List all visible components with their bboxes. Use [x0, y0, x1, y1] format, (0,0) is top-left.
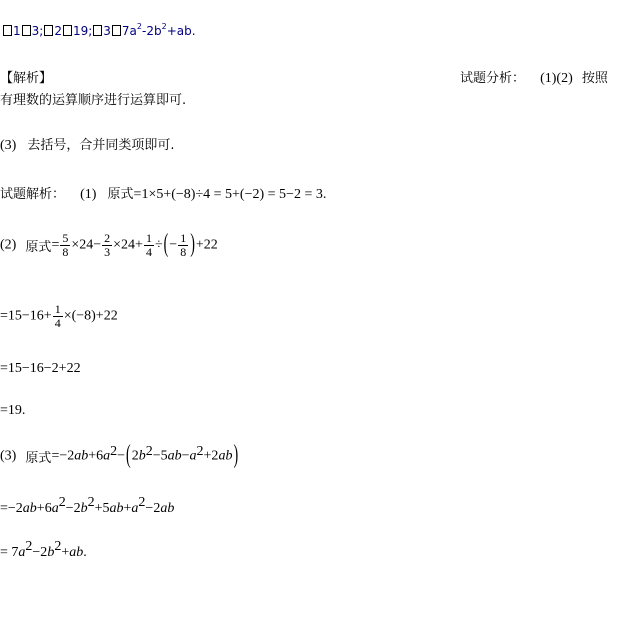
- answer-line: [2, 24, 196, 38]
- missing-glyph-box: [93, 25, 102, 36]
- s-e1: 2: [25, 539, 33, 554]
- p2-eq: =: [51, 237, 60, 253]
- missing-glyph-box: [63, 25, 72, 36]
- r-f: +: [123, 501, 132, 516]
- s-end: .: [83, 545, 87, 560]
- solution-2-step-1: [0, 303, 118, 330]
- analysis-heading: [460, 67, 608, 87]
- q-e2: 2: [145, 444, 153, 459]
- p3-a: =15−16+: [0, 308, 52, 324]
- r-a: =−2: [0, 501, 23, 516]
- solution-2-result: =19.: [0, 403, 26, 418]
- solution-2-step-2: =15−16−2+22: [0, 361, 81, 376]
- analysis-nums: (1)(2): [540, 71, 573, 86]
- solution-3-result: [0, 541, 87, 561]
- q-f: −5: [152, 448, 168, 464]
- q-ab2: ab: [167, 448, 182, 464]
- q-e3: 2: [196, 444, 204, 459]
- p2-neg: −: [169, 237, 178, 253]
- frac-1-4-b: $\frac{1}{4}$: [54, 302, 61, 330]
- answer-value-3b: -2b: [142, 24, 162, 38]
- q-ab1: ab: [74, 448, 89, 464]
- line3-text: 去括号，合并同类项即可.: [27, 138, 175, 153]
- analysis-label: 试题分析：: [460, 71, 526, 86]
- r-ab1: ab: [22, 501, 37, 516]
- s-c: +: [61, 545, 70, 560]
- p2-yuanshi: 原式: [25, 240, 52, 255]
- p1-yuanshi: 原式: [107, 187, 134, 202]
- p2-num: (2): [0, 237, 17, 253]
- r-g: −2: [145, 501, 161, 516]
- frac-1-8: $\frac{1}{8}$: [180, 231, 187, 259]
- q-right-paren: ): [233, 441, 239, 470]
- q-a: =−2: [51, 448, 75, 464]
- left-paren: (: [163, 230, 169, 259]
- q-a2: a: [103, 448, 111, 464]
- solution-3-step-1: [0, 497, 174, 517]
- q-b: +6: [88, 448, 104, 464]
- answer-value-3a: 7a: [121, 24, 137, 38]
- solution-2: [0, 232, 218, 259]
- p2-m2: ×24+: [113, 237, 143, 253]
- s-ab: ab: [69, 545, 84, 560]
- answer-index-2: 2: [54, 24, 62, 38]
- p1-expr: =1×5+(−8)÷4 = 5+(−2) = 5−2 = 3.: [133, 187, 327, 202]
- jieda-label: 试题解析：: [0, 187, 66, 202]
- r-ab3: ab: [160, 501, 175, 516]
- p1-num: (1): [80, 187, 97, 202]
- r-c: −2: [65, 501, 81, 516]
- r-e3: 2: [138, 495, 146, 510]
- s-b2: b: [47, 545, 55, 560]
- p3-b: ×(−8)+22: [63, 308, 118, 324]
- frac-5-8: $\frac{5}{8}$: [62, 231, 69, 259]
- r-d: +5: [94, 501, 110, 516]
- r-ab2: ab: [109, 501, 124, 516]
- r-a3: a: [131, 501, 139, 516]
- answer-index-1: 1: [13, 24, 21, 38]
- answer-exp-2: 2: [161, 22, 167, 31]
- frac-2-3: $\frac{2}{3}$: [104, 231, 111, 259]
- q-yuanshi: 原式: [25, 451, 52, 466]
- q-num: (3): [0, 448, 17, 464]
- right-paren: ): [190, 230, 195, 259]
- solution-1: [0, 183, 326, 203]
- missing-glyph-box: [44, 25, 53, 36]
- q-c: −: [117, 448, 126, 464]
- answer-value-3c: +ab.: [166, 24, 196, 38]
- p2-m3: ÷: [154, 237, 163, 253]
- q-h: +2: [203, 448, 219, 464]
- solution-3: [0, 441, 239, 470]
- analysis-line-2: 有理数的运算顺序进行运算即可.: [0, 93, 187, 108]
- q-a3: a: [189, 448, 197, 464]
- missing-glyph-box: [22, 25, 31, 36]
- q-b2: b: [138, 448, 146, 464]
- answer-value-2: 19;: [72, 24, 93, 38]
- s-b: −2: [32, 545, 48, 560]
- q-g: −: [181, 448, 190, 464]
- missing-glyph-box: [3, 25, 12, 36]
- q-d: 2: [131, 448, 139, 464]
- answer-index-3: 3: [103, 24, 111, 38]
- line3-num: (3): [0, 138, 17, 153]
- analysis-line-3: [0, 134, 175, 154]
- answer-value-1: 3;: [31, 24, 44, 38]
- s-a2: a: [18, 545, 26, 560]
- answer-exp-1: 2: [136, 22, 143, 31]
- r-e2: 2: [87, 495, 95, 510]
- r-e1: 2: [58, 495, 66, 510]
- frac-1-4: $\frac{1}{4}$: [145, 231, 152, 259]
- p2-m1: ×24−: [71, 237, 102, 253]
- q-e1: 2: [110, 444, 118, 459]
- p2-end: +22: [195, 237, 218, 253]
- analysis-tail: 按照: [581, 71, 608, 86]
- s-e2: 2: [54, 539, 62, 554]
- r-b: +6: [36, 501, 52, 516]
- r-b2: b: [80, 501, 88, 516]
- s-a: = 7: [0, 545, 19, 560]
- q-left-paren: (: [126, 441, 131, 470]
- q-ab3: ab: [218, 448, 233, 464]
- r-a2: a: [51, 501, 59, 516]
- missing-glyph-box: [112, 25, 121, 36]
- jiexi-heading: 【解析】: [0, 71, 53, 86]
